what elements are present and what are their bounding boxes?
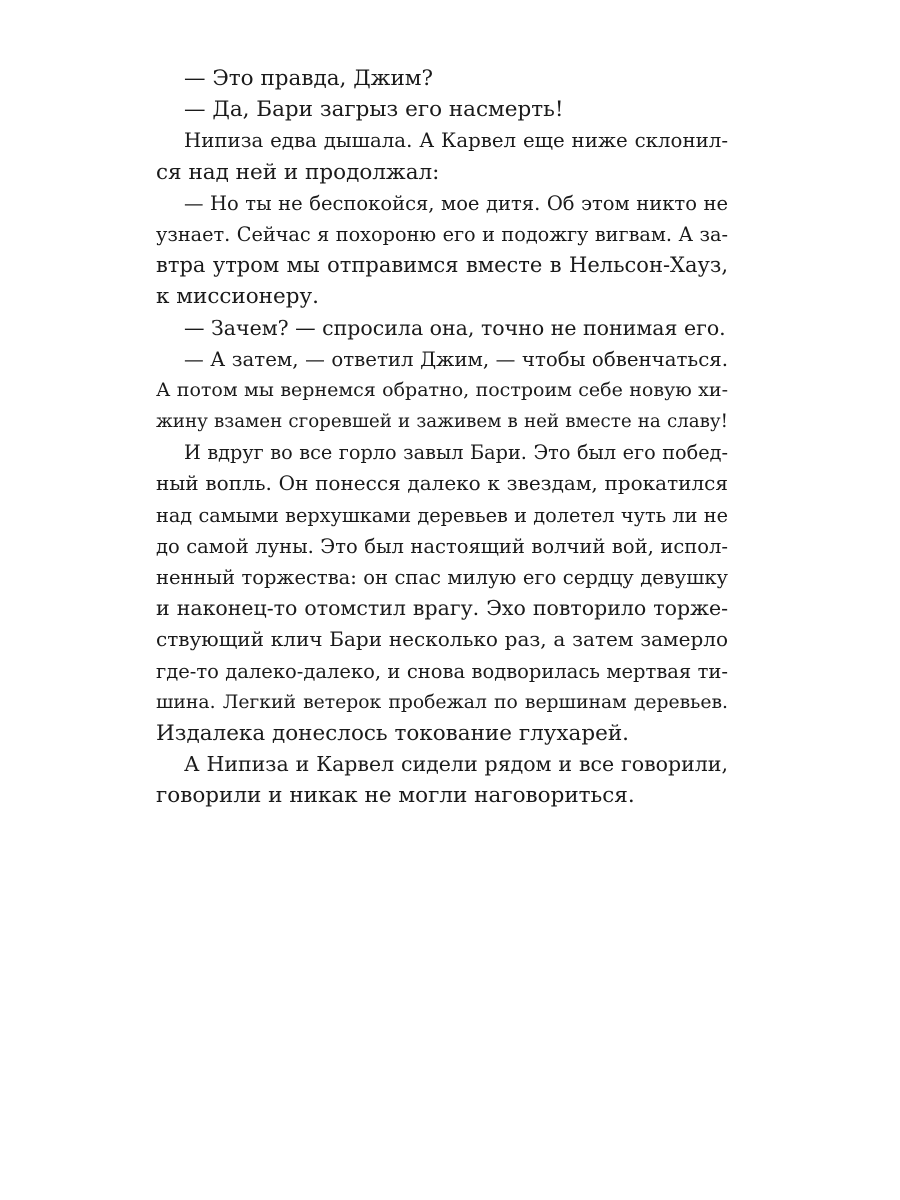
text-line: И вдруг во все горло завыл Бари. Это был его побед-: [184, 441, 728, 465]
text-line: жину взамен сгоревшей и заживем в ней вместе на славу!: [156, 411, 728, 433]
text-line: ся над ней и продолжал:: [156, 159, 440, 185]
text-line: и наконец-то отомстил врагу. Эхо повторило торже-: [156, 596, 728, 621]
text-line: ный вопль. Он понесся далеко к звездам, прокатился: [156, 471, 728, 496]
text-line: ствующий клич Бари несколько раз, а затем замерло: [156, 627, 728, 652]
text-line: — Зачем? — спросила она, точно не понимая его.: [184, 315, 726, 340]
text-line: где-то далеко-далеко, и снова водворилась мертвая ти-: [156, 659, 728, 683]
text-line: до самой луны. Это был настоящий волчий вой, испол-: [156, 534, 728, 558]
text-line: ненный торжества: он спас милую его сердцу девушку: [156, 566, 728, 589]
text-line: к миссионеру.: [156, 284, 319, 310]
text-line: А Нипиза и Карвел сидели рядом и все говорили,: [184, 752, 728, 777]
text-line: — А затем, — ответил Джим, — чтобы обвенчаться.: [184, 347, 728, 371]
text-line: шина. Легкий ветерок пробежал по вершинам деревьев.: [156, 691, 728, 713]
text-line: узнает. Сейчас я похороню его и подожгу вигвам. А за-: [156, 222, 728, 246]
text-line: Издалека донеслось токование глухарей.: [156, 720, 629, 746]
body-text: [156, 63, 728, 812]
text-line: — Но ты не беспокойся, мое дитя. Об этом никто не: [184, 191, 728, 215]
text-line: А потом мы вернемся обратно, построим себе новую хи-: [156, 378, 728, 401]
text-line: над самыми верхушками деревьев и долетел чуть ли не: [156, 503, 728, 527]
text-line: — Да, Бари загрыз его насмерть!: [184, 97, 564, 123]
text-line: Нипиза едва дышала. А Карвел еще ниже склонил-: [184, 129, 728, 153]
text-line: — Это правда, Джим?: [184, 66, 434, 91]
text-line: говорили и никак не могли наговориться.: [156, 783, 635, 809]
text-line: втра утром мы отправимся вместе в Нельсон-Хауз,: [156, 253, 728, 278]
